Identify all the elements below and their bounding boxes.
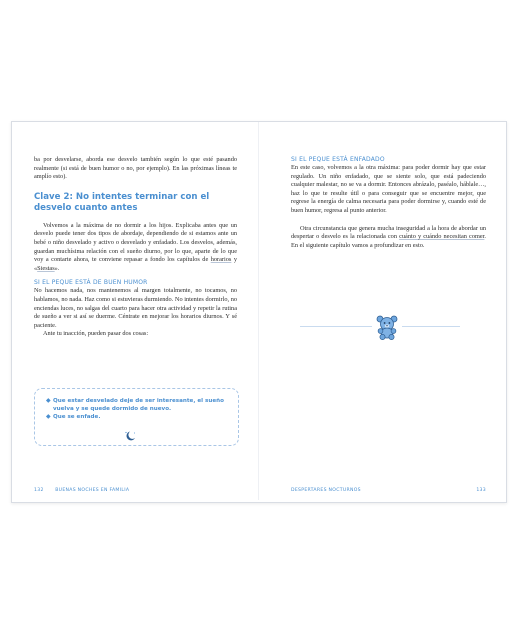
paragraph-feeding: [291, 225, 486, 251]
bullet-line: Que estar desvelado deje de ser interesante, el sueño: [53, 398, 224, 404]
page-number-left: 132: [34, 488, 44, 493]
link-cuanto-comer[interactable]: cuánto y cuándo necesitan comer: [399, 233, 485, 241]
running-title-right: DESPERTARES NOCTURNOS: [291, 488, 361, 493]
divider-right: [402, 326, 460, 327]
right-page: [291, 156, 486, 250]
moon-icon: [123, 430, 137, 442]
link-horarios[interactable]: horarios: [210, 256, 232, 264]
left-footer: [34, 488, 129, 493]
link-siestas[interactable]: Siestas: [37, 264, 55, 272]
paragraph-continuation: ba por desvelarse, aborda ese desvelo también según lo que esté pasando realmente (si está de buen humor o no, por ejemplo). En las próximas líneas te amplío esto).: [34, 156, 237, 181]
page-number-right: 133: [476, 488, 486, 493]
paragraph-angry: En este caso, volvemos a la otra máxima: para poder dormir hay que estar regulado. Un niño enfadado, que se siente solo, que está padeciendo cualquier malestar, no se va a dormir. Entonces abrázalo, paséalo, háblale…, haz lo que te resulte útil o para conseguir que se encuentre mejor, que regrese la energía de calma necesaria para poder dormirse y, cuando esté de buen humor, regresa al punto anterior.: [291, 164, 486, 214]
paragraph-text: y «: [34, 256, 237, 272]
paragraph-text: ».: [54, 264, 60, 272]
running-title-left: BUENAS NOCHES EN FAMILIA: [55, 488, 130, 493]
diamond-bullet-icon: ◆: [46, 397, 51, 404]
paragraph-text: Otra circunstancia que genera mucha inseguridad a la hora de abordar un despertar o desvelo es la relacionada con: [291, 224, 486, 241]
paragraph-two-things: Ante tu inacción, pueden pasar dos cosas:: [43, 330, 149, 338]
bullet-line: vuelva y se quede dormido de nuevo.: [53, 406, 172, 412]
paragraph-good-mood: No hacemos nada, nos mantenemos al margen totalmente, no tocamos, no hablamos, no nada. Haz como si estuvieras durmiendo. No intentes dormirlo, no enciendas luces, no salgas del cuarto para hacer otra actividad y repetir la rutina de sueño a ver si así se duerme. Céntrate en mejorar los horarios diurnos. Y sé paciente.: [34, 287, 237, 329]
diamond-bullet-icon: ◆: [46, 413, 51, 420]
bullet-item-2-text: Que se enfade.: [53, 414, 101, 420]
heading-line-2: desvelo cuanto antes: [34, 202, 138, 213]
book-gutter: [258, 122, 259, 500]
paragraph-text: . En el siguiente capítulo vamos a profundizar en esto.: [291, 233, 486, 249]
right-footer: [291, 488, 486, 493]
divider-left: [300, 326, 372, 327]
subheading-good-mood: SI EL PEQUE ESTÁ DE BUEN HUMOR: [34, 279, 148, 287]
subheading-angry: SI EL PEQUE ESTÁ ENFADADO: [291, 156, 385, 163]
bullet-item-1-text: [53, 397, 224, 413]
heading-line-1: Clave 2: No intentes terminar con el: [34, 191, 210, 202]
teddy-bear-icon: [374, 314, 400, 340]
bullet-item-1: [46, 397, 232, 413]
bullet-item-2: [46, 413, 232, 421]
paragraph-desvelos: [34, 222, 237, 274]
bullet-callout-box: [34, 388, 239, 446]
chapter-key-heading: [34, 192, 237, 214]
left-page: [34, 156, 237, 339]
paragraph-text: Volvemos a la máxima de no dormir a los hijos. Explicaba antes que un desvelo puede tener dos tipos de abordaje, dependiendo de si estamos ante un bebé o niño desvelado y activo o desvelado y enfadado. Los desvelos, además, guardan muchísima relación con el sueño diurno, por lo que, aparte de lo que voy a contarte ahora, te conviene repasar a fondo los capítulos de: [34, 221, 237, 264]
